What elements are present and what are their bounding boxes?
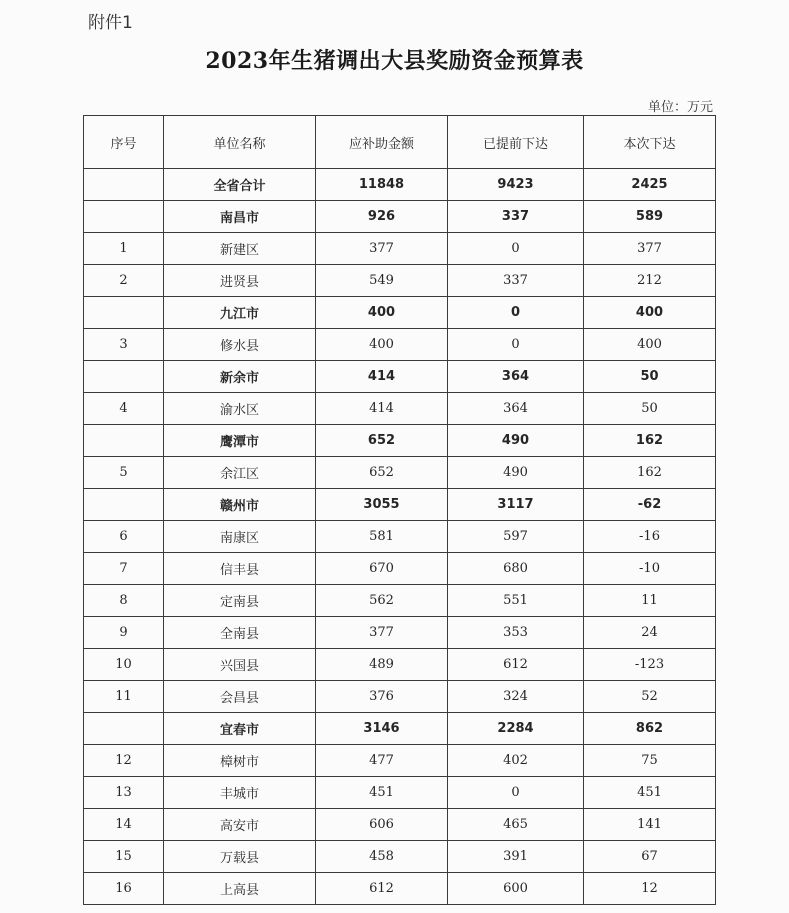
cell-current: -10	[584, 553, 716, 585]
cell-seq: 15	[84, 841, 164, 873]
cell-name: 南昌市	[164, 201, 316, 233]
column-header-current: 本次下达	[584, 116, 716, 169]
cell-name: 会昌县	[164, 681, 316, 713]
table-row	[84, 809, 716, 841]
budget-table	[83, 115, 716, 905]
column-header-advanced: 已提前下达	[448, 116, 584, 169]
cell-due: 606	[316, 809, 448, 841]
cell-name: 信丰县	[164, 553, 316, 585]
cell-advanced: 597	[448, 521, 584, 553]
cell-seq: 10	[84, 649, 164, 681]
cell-seq: 2	[84, 265, 164, 297]
cell-due: 652	[316, 425, 448, 457]
cell-seq	[84, 713, 164, 745]
cell-current: 52	[584, 681, 716, 713]
cell-due: 414	[316, 393, 448, 425]
cell-due: 414	[316, 361, 448, 393]
cell-advanced: 2284	[448, 713, 584, 745]
cell-current: 24	[584, 617, 716, 649]
cell-name: 进贤县	[164, 265, 316, 297]
cell-due: 3055	[316, 489, 448, 521]
cell-current: 212	[584, 265, 716, 297]
table-row	[84, 233, 716, 265]
subtotal-row	[84, 713, 716, 745]
column-header-seq: 序号	[84, 116, 164, 169]
cell-advanced: 337	[448, 265, 584, 297]
cell-seq: 16	[84, 873, 164, 905]
cell-seq	[84, 297, 164, 329]
cell-current: 400	[584, 329, 716, 361]
cell-current: 400	[584, 297, 716, 329]
cell-due: 562	[316, 585, 448, 617]
cell-name: 全省合计	[164, 169, 316, 201]
cell-due: 458	[316, 841, 448, 873]
cell-seq: 7	[84, 553, 164, 585]
cell-current: 862	[584, 713, 716, 745]
cell-due: 670	[316, 553, 448, 585]
cell-seq: 3	[84, 329, 164, 361]
table-row	[84, 617, 716, 649]
page-title: 2023年生猪调出大县奖励资金预算表	[205, 48, 584, 74]
cell-due: 612	[316, 873, 448, 905]
cell-name: 渝水区	[164, 393, 316, 425]
cell-name: 上高县	[164, 873, 316, 905]
cell-advanced: 9423	[448, 169, 584, 201]
cell-name: 高安市	[164, 809, 316, 841]
cell-advanced: 612	[448, 649, 584, 681]
cell-advanced: 337	[448, 201, 584, 233]
cell-name: 新建区	[164, 233, 316, 265]
cell-seq	[84, 489, 164, 521]
cell-name: 全南县	[164, 617, 316, 649]
table-row	[84, 521, 716, 553]
table-row	[84, 745, 716, 777]
cell-due: 477	[316, 745, 448, 777]
cell-due: 549	[316, 265, 448, 297]
cell-name: 丰城市	[164, 777, 316, 809]
cell-seq: 13	[84, 777, 164, 809]
cell-current: 589	[584, 201, 716, 233]
cell-name: 兴国县	[164, 649, 316, 681]
cell-advanced: 680	[448, 553, 584, 585]
column-header-due: 应补助金额	[316, 116, 448, 169]
cell-due: 652	[316, 457, 448, 489]
column-header-name: 单位名称	[164, 116, 316, 169]
cell-current: 162	[584, 425, 716, 457]
subtotal-row	[84, 425, 716, 457]
cell-due: 400	[316, 329, 448, 361]
cell-due: 3146	[316, 713, 448, 745]
cell-seq: 11	[84, 681, 164, 713]
cell-seq: 1	[84, 233, 164, 265]
table-row	[84, 841, 716, 873]
table-row	[84, 873, 716, 905]
cell-name: 樟树市	[164, 745, 316, 777]
subtotal-row	[84, 361, 716, 393]
cell-due: 489	[316, 649, 448, 681]
cell-due: 926	[316, 201, 448, 233]
cell-current: 141	[584, 809, 716, 841]
cell-due: 377	[316, 233, 448, 265]
cell-seq: 14	[84, 809, 164, 841]
cell-name: 余江区	[164, 457, 316, 489]
table-row	[84, 649, 716, 681]
cell-seq: 12	[84, 745, 164, 777]
cell-seq	[84, 169, 164, 201]
cell-current: 11	[584, 585, 716, 617]
cell-name: 万载县	[164, 841, 316, 873]
cell-current: 2425	[584, 169, 716, 201]
cell-advanced: 490	[448, 425, 584, 457]
cell-advanced: 353	[448, 617, 584, 649]
cell-advanced: 0	[448, 329, 584, 361]
table-row	[84, 553, 716, 585]
cell-due: 11848	[316, 169, 448, 201]
table-header-row	[84, 116, 716, 169]
cell-current: 67	[584, 841, 716, 873]
cell-due: 451	[316, 777, 448, 809]
cell-advanced: 0	[448, 233, 584, 265]
cell-current: -62	[584, 489, 716, 521]
cell-name: 赣州市	[164, 489, 316, 521]
cell-name: 鹰潭市	[164, 425, 316, 457]
attachment-label: 附件1	[88, 13, 133, 33]
cell-due: 377	[316, 617, 448, 649]
cell-current: 377	[584, 233, 716, 265]
cell-name: 南康区	[164, 521, 316, 553]
cell-name: 新余市	[164, 361, 316, 393]
cell-advanced: 364	[448, 361, 584, 393]
cell-seq: 8	[84, 585, 164, 617]
table-body	[84, 169, 716, 905]
cell-current: 162	[584, 457, 716, 489]
subtotal-row	[84, 297, 716, 329]
cell-current: 451	[584, 777, 716, 809]
table-row	[84, 585, 716, 617]
cell-name: 定南县	[164, 585, 316, 617]
table-row	[84, 457, 716, 489]
cell-current: 75	[584, 745, 716, 777]
cell-advanced: 0	[448, 297, 584, 329]
cell-current: -123	[584, 649, 716, 681]
cell-name: 修水县	[164, 329, 316, 361]
cell-seq: 9	[84, 617, 164, 649]
cell-advanced: 551	[448, 585, 584, 617]
cell-seq	[84, 361, 164, 393]
cell-advanced: 402	[448, 745, 584, 777]
cell-advanced: 465	[448, 809, 584, 841]
cell-seq	[84, 201, 164, 233]
cell-current: 50	[584, 393, 716, 425]
cell-due: 581	[316, 521, 448, 553]
unit-label: 单位：万元	[647, 100, 713, 115]
cell-current: -16	[584, 521, 716, 553]
cell-advanced: 324	[448, 681, 584, 713]
cell-advanced: 3117	[448, 489, 584, 521]
subtotal-row	[84, 489, 716, 521]
table-row	[84, 681, 716, 713]
cell-due: 400	[316, 297, 448, 329]
cell-advanced: 391	[448, 841, 584, 873]
table-row	[84, 393, 716, 425]
cell-current: 50	[584, 361, 716, 393]
cell-current: 12	[584, 873, 716, 905]
cell-advanced: 364	[448, 393, 584, 425]
cell-name: 九江市	[164, 297, 316, 329]
cell-name: 宜春市	[164, 713, 316, 745]
table-row	[84, 265, 716, 297]
table-row	[84, 329, 716, 361]
table-row	[84, 777, 716, 809]
cell-due: 376	[316, 681, 448, 713]
subtotal-row	[84, 201, 716, 233]
cell-advanced: 490	[448, 457, 584, 489]
cell-seq: 5	[84, 457, 164, 489]
cell-advanced: 600	[448, 873, 584, 905]
cell-seq: 6	[84, 521, 164, 553]
subtotal-row	[84, 169, 716, 201]
cell-seq: 4	[84, 393, 164, 425]
cell-advanced: 0	[448, 777, 584, 809]
cell-seq	[84, 425, 164, 457]
